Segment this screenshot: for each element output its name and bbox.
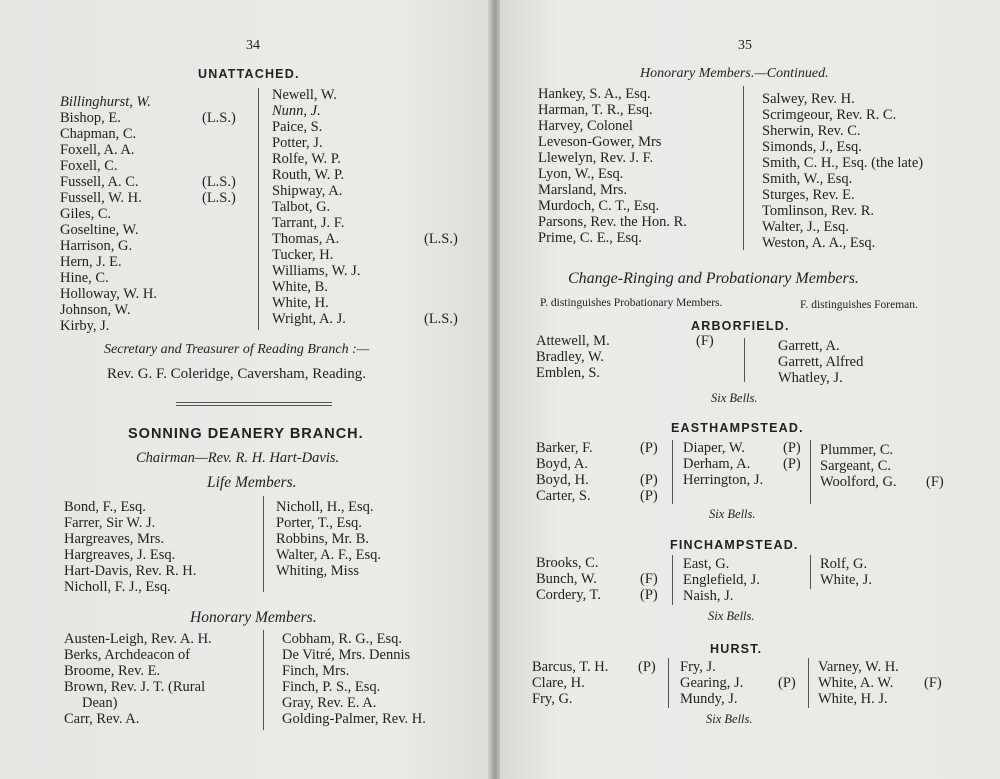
list-item: Marsland, Mrs.	[538, 182, 628, 198]
hurst-col2	[680, 659, 743, 707]
list-item: Sargeant, C.	[820, 458, 892, 474]
list-item: Talbot, G.	[272, 199, 331, 215]
list-item: Clare, H.	[532, 675, 585, 691]
ls-mark: (L.S.)	[202, 110, 236, 126]
list-item: Tarrant, J. F.	[272, 215, 345, 231]
list-item: Goseltine, W.	[60, 222, 139, 238]
list-item: Berks, Archdeacon of	[64, 647, 191, 663]
list-item: Fry, G.	[532, 691, 573, 707]
list-item: Englefield, J.	[683, 572, 760, 588]
list-item: Gearing, J.	[680, 675, 744, 691]
column-divider	[743, 86, 744, 250]
list-item: Thomas, A.	[272, 231, 340, 247]
easthampstead-heading: EASTHAMPSTEAD.	[671, 421, 804, 435]
column-divider	[258, 88, 259, 330]
list-item: De Vitré, Mrs. Dennis	[282, 647, 411, 663]
life-col2	[276, 499, 381, 579]
list-item: Rolfe, W. P.	[272, 151, 341, 167]
hurst-bells: Six Bells.	[706, 712, 753, 726]
hurst-heading: HURST.	[710, 642, 763, 656]
list-item: Brown, Rev. J. T. (Rural	[64, 679, 206, 695]
list-item: Routh, W. P.	[272, 167, 345, 183]
hurst-col3-marks	[924, 675, 942, 691]
list-item: Farrer, Sir W. J.	[64, 515, 156, 531]
arborfield-bells: Six Bells.	[711, 391, 758, 405]
honorary-cont-col1	[538, 86, 687, 246]
list-item: Wright, A. J.	[272, 311, 346, 327]
ls-mark: (L.S.)	[202, 174, 236, 190]
list-item: Golding-Palmer, Rev. H.	[282, 711, 426, 727]
list-item: Carr, Rev. A.	[64, 711, 140, 727]
life-col1	[64, 499, 196, 595]
finchampstead-heading: FINCHAMPSTEAD.	[670, 538, 799, 552]
list-item: Bunch, W.	[536, 571, 597, 587]
column-divider	[672, 440, 673, 504]
list-item: Harrison, G.	[60, 238, 133, 254]
list-item: Tomlinson, Rev. R.	[762, 203, 875, 219]
list-item: Fussell, W. H.	[60, 190, 142, 206]
list-item: Harvey, Colonel	[538, 118, 633, 134]
list-item: Williams, W. J.	[272, 263, 361, 279]
list-item: Hine, C.	[60, 270, 109, 286]
mark	[638, 691, 656, 707]
hurst-col3	[818, 659, 899, 707]
list-item: White, J.	[820, 572, 872, 588]
list-item: Whatley, J.	[778, 370, 843, 386]
list-item: Barker, F.	[536, 440, 593, 456]
list-item: Nicholl, H., Esq.	[276, 499, 374, 515]
probationary-mark: (P)	[783, 440, 801, 456]
foreman-mark	[926, 458, 944, 474]
list-item: Austen-Leigh, Rev. A. H.	[64, 631, 212, 647]
list-item: White, H.	[272, 295, 329, 311]
list-item: Weston, A. A., Esq.	[762, 235, 876, 251]
list-item: Hart-Davis, Rev. R. H.	[64, 563, 197, 579]
foreman-mark: (F)	[924, 675, 942, 691]
list-item: Simonds, J., Esq.	[762, 139, 862, 155]
sonning-heading: SONNING DEANERY BRANCH.	[128, 426, 364, 442]
right-page	[500, 0, 1000, 779]
easthampstead-col3-marks	[926, 442, 944, 490]
secretary-name: Rev. G. F. Coleridge, Caversham, Reading.	[107, 366, 367, 382]
list-item: Carter, S.	[536, 488, 591, 504]
list-item: Tucker, H.	[272, 247, 334, 263]
finchampstead-col1	[536, 555, 601, 603]
unattached-heading: UNATTACHED.	[198, 67, 300, 81]
list-item: Boyd, H.	[536, 472, 589, 488]
honorary-col1	[64, 631, 212, 727]
foreman-mark: (F)	[926, 474, 944, 490]
foreman-mark: (F)	[696, 333, 714, 349]
list-item: Hern, J. E.	[60, 254, 122, 270]
list-item: Herrington, J.	[683, 472, 764, 488]
arborfield-col1	[536, 333, 610, 381]
column-divider	[810, 555, 811, 589]
list-item: Fry, J.	[680, 659, 716, 675]
list-item: Finch, P. S., Esq.	[282, 679, 381, 695]
probationary-mark: (P)	[640, 488, 658, 504]
column-divider	[263, 630, 264, 730]
list-item: Broome, Rev. E.	[64, 663, 161, 679]
list-item: Bishop, E.	[60, 110, 121, 126]
ls-mark: (L.S.)	[424, 231, 458, 247]
list-item: Barcus, T. H.	[532, 659, 609, 675]
list-item: Rolf, G.	[820, 556, 868, 572]
column-divider	[672, 555, 673, 605]
list-item: Fussell, A. C.	[60, 174, 139, 190]
ls-mark: (L.S.)	[424, 311, 458, 327]
secretary-label: Secretary and Treasurer of Reading Branch :—	[104, 342, 370, 357]
finchampstead-col1-marks	[640, 555, 658, 603]
arborfield-heading: ARBORFIELD.	[691, 319, 790, 333]
hurst-col1-marks	[638, 659, 656, 707]
list-item: Smith, C. H., Esq. (the late)	[762, 155, 924, 171]
change-ringing-heading: Change-Ringing and Probationary Members.	[568, 270, 859, 287]
finchampstead-col2	[683, 556, 760, 604]
list-item: Finch, Mrs.	[282, 663, 350, 679]
list-item: Smith, W., Esq.	[762, 171, 853, 187]
list-item: Dean)	[82, 695, 118, 711]
list-item: Porter, T., Esq.	[276, 515, 362, 531]
column-divider	[668, 658, 669, 708]
probationary-mark: (P)	[778, 675, 796, 691]
list-item: Harman, T. R., Esq.	[538, 102, 653, 118]
probationary-mark	[783, 472, 801, 488]
list-item: Paice, S.	[272, 119, 323, 135]
list-item: Cobham, R. G., Esq.	[282, 631, 403, 647]
list-item: Scrimgeour, Rev. R. C.	[762, 107, 897, 123]
probationary-mark: (P)	[640, 587, 658, 603]
honorary-members-heading: Honorary Members.	[190, 609, 317, 626]
list-item: East, G.	[683, 556, 730, 572]
list-item: Sherwin, Rev. C.	[762, 123, 861, 139]
probationary-mark: (P)	[638, 659, 656, 675]
hurst-col1	[532, 659, 608, 707]
key-probationary: P. distinguishes Probationary Members.	[540, 297, 723, 309]
list-item: Hankey, S. A., Esq.	[538, 86, 651, 102]
life-members-heading: Life Members.	[207, 474, 297, 491]
list-item: Lyon, W., Esq.	[538, 166, 624, 182]
list-item: Holloway, W. H.	[60, 286, 157, 302]
list-item: Foxell, A. A.	[60, 142, 135, 158]
finchampstead-col3	[820, 556, 872, 588]
divider-rule	[176, 405, 332, 406]
list-item: White, A. W.	[818, 675, 894, 691]
foreman-mark	[926, 442, 944, 458]
mark	[778, 691, 796, 707]
list-item: Brooks, C.	[536, 555, 599, 571]
list-item: Salwey, Rev. H.	[762, 91, 855, 107]
list-item: Kirby, J.	[60, 318, 110, 334]
list-item: Derham, A.	[683, 456, 751, 472]
easthampstead-col1	[536, 440, 593, 504]
probationary-mark: (P)	[640, 472, 658, 488]
honorary-continued-heading: Honorary Members.—Continued.	[640, 66, 829, 81]
honorary-cont-col2	[762, 91, 923, 251]
list-item: Potter, J.	[272, 135, 323, 151]
list-item: Attewell, M.	[536, 333, 610, 349]
mark	[778, 659, 796, 675]
list-item: Hargreaves, J. Esq.	[64, 547, 176, 563]
finchampstead-bells: Six Bells.	[708, 609, 755, 623]
easthampstead-col2-marks	[783, 440, 801, 488]
list-item: Prime, C. E., Esq.	[538, 230, 642, 246]
column-divider	[744, 338, 745, 382]
list-item: Nicholl, F. J., Esq.	[64, 579, 171, 595]
list-item: Diaper, W.	[683, 440, 745, 456]
list-item: Leveson-Gower, Mrs	[538, 134, 662, 150]
mark	[640, 555, 658, 571]
list-item: Sturges, Rev. E.	[762, 187, 855, 203]
list-item: White, H. J.	[818, 691, 888, 707]
probationary-mark: (P)	[783, 456, 801, 472]
list-item: Cordery, T.	[536, 587, 601, 603]
list-item: Giles, C.	[60, 206, 112, 222]
unattached-col2	[272, 87, 360, 327]
list-item: Foxell, C.	[60, 158, 118, 174]
page-number-left: 34	[246, 38, 260, 53]
list-item: Garrett, Alfred	[778, 354, 864, 370]
list-item: Billinghurst, W.	[60, 94, 151, 110]
list-item: White, B.	[272, 279, 328, 295]
list-item: Hargreaves, Mrs.	[64, 531, 164, 547]
probationary-mark	[640, 456, 658, 472]
list-item: Boyd, A.	[536, 456, 588, 472]
list-item: Emblen, S.	[536, 365, 601, 381]
list-item: Nunn, J.	[272, 103, 321, 119]
left-page	[0, 0, 492, 779]
probationary-mark: (P)	[640, 440, 658, 456]
foreman-mark: (F)	[640, 571, 658, 587]
easthampstead-col2	[683, 440, 763, 488]
easthampstead-col3	[820, 442, 897, 490]
column-divider	[810, 440, 811, 504]
list-item: Llewelyn, Rev. J. F.	[538, 150, 654, 166]
list-item: Garrett, A.	[778, 338, 840, 354]
list-item: Johnson, W.	[60, 302, 131, 318]
list-item: Parsons, Rev. the Hon. R.	[538, 214, 687, 230]
easthampstead-col1-marks	[640, 440, 658, 504]
list-item: Chapman, C.	[60, 126, 137, 142]
list-item: Newell, W.	[272, 87, 337, 103]
column-divider	[808, 658, 809, 708]
page-number-right: 35	[738, 38, 752, 53]
arborfield-col2	[778, 338, 863, 386]
key-foreman: F. distinguishes Foreman.	[800, 299, 918, 311]
list-item: Shipway, A.	[272, 183, 343, 199]
hurst-col2-marks	[778, 659, 796, 707]
list-item: Gray, Rev. E. A.	[282, 695, 377, 711]
ls-mark: (L.S.)	[202, 190, 236, 206]
unattached-col1	[60, 94, 157, 334]
list-item: Woolford, G.	[820, 474, 897, 490]
list-item: Mundy, J.	[680, 691, 738, 707]
divider-rule	[176, 402, 332, 403]
list-item: Bond, F., Esq.	[64, 499, 146, 515]
list-item: Murdoch, C. T., Esq.	[538, 198, 660, 214]
list-item: Walter, A. F., Esq.	[276, 547, 382, 563]
list-item: Whiting, Miss	[276, 563, 359, 579]
list-item: Robbins, Mr. B.	[276, 531, 370, 547]
mark	[638, 675, 656, 691]
list-item: Bradley, W.	[536, 349, 604, 365]
list-item: Plummer, C.	[820, 442, 894, 458]
honorary-col2	[282, 631, 426, 727]
list-item: Naish, J.	[683, 588, 734, 604]
list-item: Varney, W. H.	[818, 659, 899, 675]
easthampstead-bells: Six Bells.	[709, 507, 756, 521]
list-item: Walter, J., Esq.	[762, 219, 849, 235]
chairman-line: Chairman—Rev. R. H. Hart-Davis.	[136, 450, 340, 466]
column-divider	[263, 496, 264, 592]
